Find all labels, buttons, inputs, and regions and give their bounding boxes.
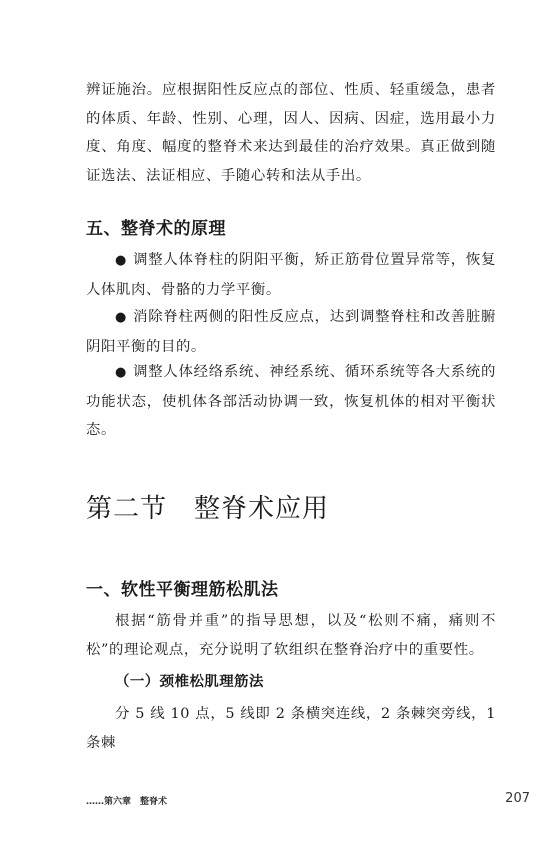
chapter-section-heading: 第二节 整脊术应用 (86, 494, 330, 524)
bullet-icon: ● (115, 310, 128, 325)
bullet-paragraph-2 (86, 303, 496, 361)
bullet-paragraph-3 (86, 358, 496, 445)
last-paragraph: 分 5 线 10 点，5 线即 2 条横突连线，2 条棘突旁线，1 条棘 (86, 706, 496, 751)
bullet-text-1: 调整人体脊柱的阴阳平衡，矫正筋骨位置异常等，恢复人体肌肉、骨骼的力学平衡。 (86, 252, 496, 298)
page-number: 207 (505, 791, 530, 806)
intro-paragraph: 辨证施治。应根据阳性反应点的部位、性质、轻重缓急，患者的体质、年龄、性别、心理，因人、因病、因症，选用最小力度、角度、幅度的整脊术来达到最佳的治疗效果。真正做到随证选法、法证相应、手随心转和法从手出。 (86, 82, 496, 184)
subsection-heading: （一）颈椎松肌理筋法 (115, 674, 264, 690)
bullet-text-2: 消除脊柱两侧的阳性反应点，达到调整脊柱和改善脏腑阴阳平衡的目的。 (86, 309, 496, 355)
bullet-icon: ● (115, 365, 128, 380)
section-1-heading: 一、软性平衡理筋松肌法 (86, 580, 279, 600)
bullet-icon: ● (115, 253, 128, 268)
footer-chapter-label: ……第六章 整脊术 (86, 797, 168, 807)
section-5-heading: 五、整脊术的原理 (86, 219, 226, 239)
section-1-paragraph: 根据“筋骨并重”的指导思想，以及“松则不痛，痛则不松”的理论观点，充分说明了软组织在整脊治疗中的重要性。 (86, 613, 496, 658)
bullet-text-3: 调整人体经络系统、神经系统、循环系统等各大系统的功能状态，使机体各部活动协调一致，恢复机体的相对平衡状态。 (86, 364, 496, 438)
bullet-paragraph-1 (86, 246, 496, 304)
